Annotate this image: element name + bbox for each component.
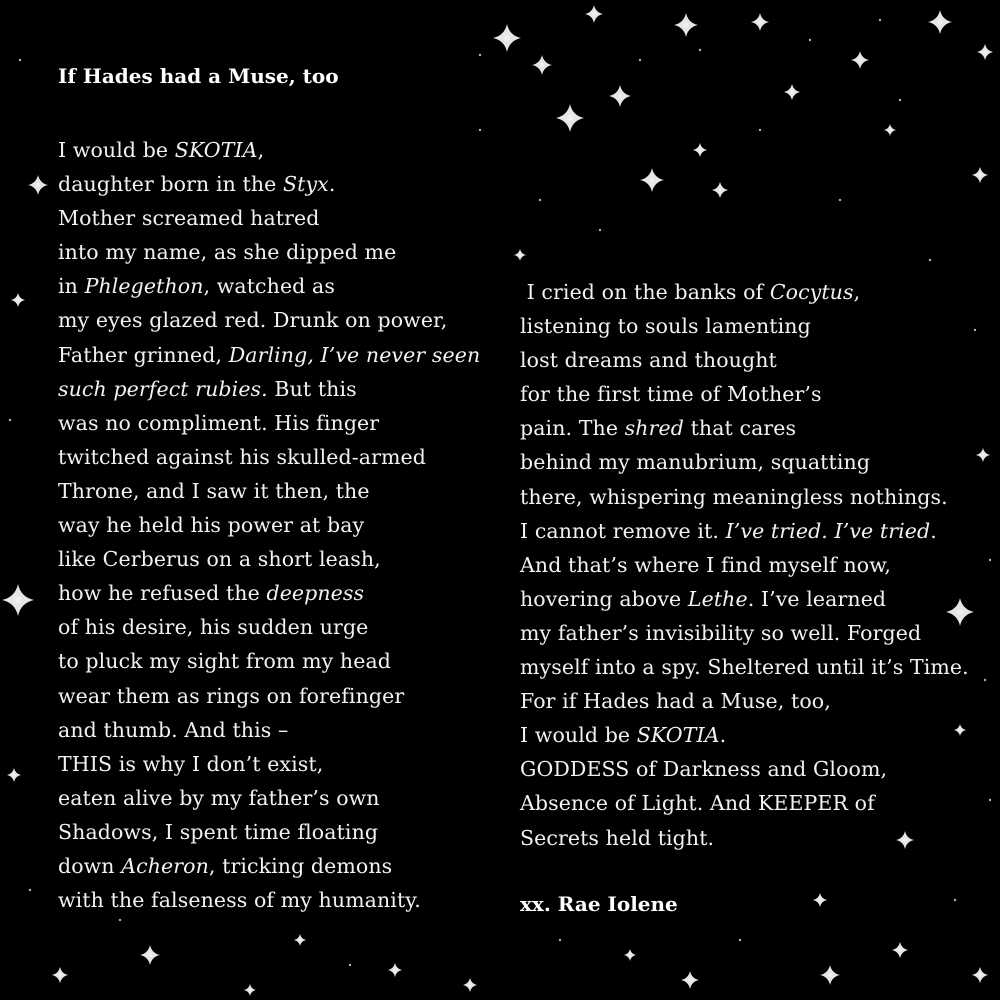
poem-line (520, 548, 969, 582)
poem-line (58, 679, 480, 713)
poem-line-italic-text: Cocytus (769, 280, 854, 304)
poem-line-text: twitched against his skulled-armed (58, 444, 426, 469)
star-icon (532, 55, 552, 75)
poem-line-text: , watched as (203, 274, 335, 299)
poem-line-text: daughter born in the (58, 172, 284, 197)
poem-line-text: way he held his power at bay (58, 513, 365, 538)
poem-line-text: But this (267, 376, 357, 401)
star-icon (28, 175, 48, 195)
poem-line (58, 235, 480, 269)
star-dot-icon (929, 259, 931, 261)
poem-line-italic-text: Styx (283, 172, 329, 197)
poem-line-text: into my name, as she dipped me (58, 240, 397, 265)
poem-line-text: , (853, 280, 861, 304)
star-icon (7, 768, 21, 782)
poem-line-italic-text: Darling, I’ve never seen (228, 342, 481, 367)
star-icon (851, 51, 869, 69)
poem-line-text: for the first time of Mother’s (520, 382, 822, 407)
poem-line-text: hovering above (520, 586, 688, 611)
poem-line-text: in (58, 274, 85, 299)
poem-line-text: and thumb. And this – (58, 717, 289, 742)
star-dot-icon (119, 919, 121, 921)
star-dot-icon (29, 889, 31, 891)
poem-line (58, 269, 480, 303)
star-dot-icon (954, 899, 956, 901)
star-icon (892, 942, 908, 958)
poem-line-text: behind my manubrium, squatting (520, 450, 871, 475)
star-icon (493, 24, 521, 52)
star-dot-icon (879, 19, 881, 21)
poem-line (520, 309, 969, 343)
poem-line-text: pain. The (520, 416, 625, 441)
poem-line (58, 474, 480, 508)
star-icon (294, 934, 306, 946)
poem-line (520, 275, 969, 309)
star-dot-icon (559, 939, 561, 941)
star-dot-icon (989, 799, 991, 801)
poem-line-italic-text: Acheron (121, 853, 209, 878)
poem-line-text: I would be (58, 138, 175, 162)
poem-line-text: I cannot remove it. (520, 518, 726, 543)
poem-line-text: that cares (683, 416, 797, 441)
star-dot-icon (984, 679, 986, 681)
poem-line-text: down (58, 853, 122, 878)
poem-line-text: listening to souls lamenting (520, 314, 811, 339)
poem-line-text: my eyes glazed red. Drunk on power, (58, 308, 448, 333)
poem-line-italic-text: Phlegethon (84, 274, 204, 299)
poem-line-text: Father grinned, (58, 342, 229, 367)
star-icon (624, 949, 636, 961)
poem-line (58, 133, 480, 167)
star-icon (556, 104, 584, 132)
poem-line (520, 445, 969, 479)
star-dot-icon (974, 329, 976, 331)
poem-line-text: eaten alive by my father’s own (58, 785, 380, 810)
star-icon (813, 893, 827, 907)
star-dot-icon (759, 129, 761, 131)
star-icon (976, 448, 990, 462)
poem-line (520, 650, 969, 684)
star-dot-icon (349, 964, 351, 966)
star-icon (681, 971, 699, 989)
star-icon (388, 963, 402, 977)
poem-line (58, 747, 480, 781)
poem-line (520, 411, 969, 445)
poem-line (520, 514, 969, 548)
star-icon (784, 84, 800, 100)
poem-line-text: , tricking demons (208, 853, 393, 878)
poem-line (58, 508, 480, 542)
star-icon (751, 13, 769, 31)
star-icon (463, 978, 477, 992)
author-signature: xx. Rae Iolene (520, 892, 678, 916)
poem-line-text: THIS is why I don’t exist, (58, 751, 324, 776)
poem-line-text: , (257, 138, 265, 162)
star-icon (244, 984, 256, 996)
poem-line-text: I would be (520, 723, 637, 748)
star-dot-icon (19, 59, 21, 61)
star-dot-icon (539, 199, 541, 201)
star-icon (928, 10, 952, 34)
star-icon (977, 44, 993, 60)
poem-line-italic-text: shred (624, 416, 684, 441)
poem-title: If Hades had a Muse, too (58, 64, 339, 88)
poem-line (58, 781, 480, 815)
poem-line (58, 303, 480, 337)
poem-line (58, 406, 480, 440)
poem-line-text: there, whispering meaningless nothings. (520, 484, 948, 509)
poem-left-column (58, 133, 480, 917)
star-icon (514, 249, 526, 261)
star-dot-icon (699, 49, 701, 51)
poem-line (58, 440, 480, 474)
star-icon (140, 945, 160, 965)
poem-line-text: like Cerberus on a short leash, (58, 547, 381, 572)
poem-line (58, 610, 480, 644)
poem-line-text: how he refused the (58, 581, 267, 606)
star-dot-icon (479, 129, 481, 131)
poem-line-text: Mother screamed hatred (58, 206, 320, 231)
poem-line (520, 377, 969, 411)
poem-line (58, 167, 480, 201)
poem-line-italic-text: deepness (266, 581, 365, 606)
poem-line (520, 343, 969, 377)
poem-line (58, 201, 480, 235)
poem-line (58, 713, 480, 747)
poem-line-text: my father’s invisibility so well. Forged (520, 620, 922, 645)
poem-line (520, 480, 969, 514)
poem-line (520, 752, 969, 786)
poem-line-text: I cried on the banks of (520, 280, 770, 304)
poem-line-text: . (930, 518, 937, 543)
poem-line-italic-text: I’ve tried. I’ve tried (725, 518, 931, 543)
poem-line-text: of his desire, his sudden urge (58, 615, 369, 640)
star-icon (52, 967, 68, 983)
poem-line-text: wear them as rings on forefinger (58, 683, 405, 708)
poem-line-italic-text: Lethe (687, 586, 748, 611)
poem-line-text: was no compliment. His finger (58, 410, 380, 435)
poem-line (58, 338, 480, 372)
star-icon (972, 167, 988, 183)
star-icon (712, 182, 728, 198)
poem-line (520, 582, 969, 616)
poem-line-text: For if Hades had a Muse, too, (520, 689, 831, 714)
poem-line (520, 616, 969, 650)
poem-line-italic-text: such perfect rubies. (58, 376, 268, 401)
poem-line-text: . (719, 723, 727, 748)
poem-line-italic-text: SKOTIA (636, 723, 720, 748)
poem-line-text: lost dreams and thought (520, 348, 777, 373)
poem-line-text: . (328, 172, 336, 197)
star-dot-icon (899, 99, 901, 101)
poem-line (58, 849, 480, 883)
poem-line-text: . I’ve learned (747, 586, 887, 611)
star-icon (884, 124, 896, 136)
star-icon (2, 584, 34, 616)
star-icon (585, 5, 603, 23)
star-icon (609, 85, 631, 107)
poem-line-text: Throne, and I saw it then, the (58, 478, 370, 503)
poem-line (58, 542, 480, 576)
star-icon (674, 13, 698, 37)
poem-line (520, 821, 969, 855)
star-icon (693, 143, 707, 157)
poem-line-text: Absence of Light. And KEEPER of (520, 791, 875, 816)
star-icon (820, 965, 840, 985)
star-dot-icon (639, 59, 641, 61)
star-icon (972, 967, 988, 983)
poem-line-text: with the falseness of my humanity. (58, 888, 421, 913)
poem-line (58, 372, 480, 406)
star-dot-icon (479, 54, 481, 56)
star-dot-icon (9, 419, 11, 421)
star-dot-icon (739, 939, 741, 941)
star-icon (640, 168, 664, 192)
star-dot-icon (599, 229, 601, 231)
poem-line (58, 815, 480, 849)
poem-line-italic-text: SKOTIA (174, 138, 258, 162)
star-dot-icon (809, 39, 811, 41)
poem-line-text: And that’s where I find myself now, (520, 552, 892, 577)
poem-line-text: Secrets held tight. (520, 825, 715, 850)
poem-line (58, 644, 480, 678)
star-icon (11, 293, 25, 307)
poem-line (520, 786, 969, 820)
poem-line (58, 576, 480, 610)
poem-line (520, 684, 969, 718)
poem-line-text: to pluck my sight from my head (58, 649, 391, 674)
poem-line (58, 883, 480, 917)
star-dot-icon (989, 559, 991, 561)
poem-right-column (520, 275, 969, 855)
poem-line-text: Shadows, I spent time floating (58, 819, 379, 844)
poem-line (520, 718, 969, 752)
star-dot-icon (839, 199, 841, 201)
poem-line-text: GODDESS of Darkness and Gloom, (520, 757, 888, 782)
poem-line-text: myself into a spy. Sheltered until it’s Time. (520, 655, 969, 680)
